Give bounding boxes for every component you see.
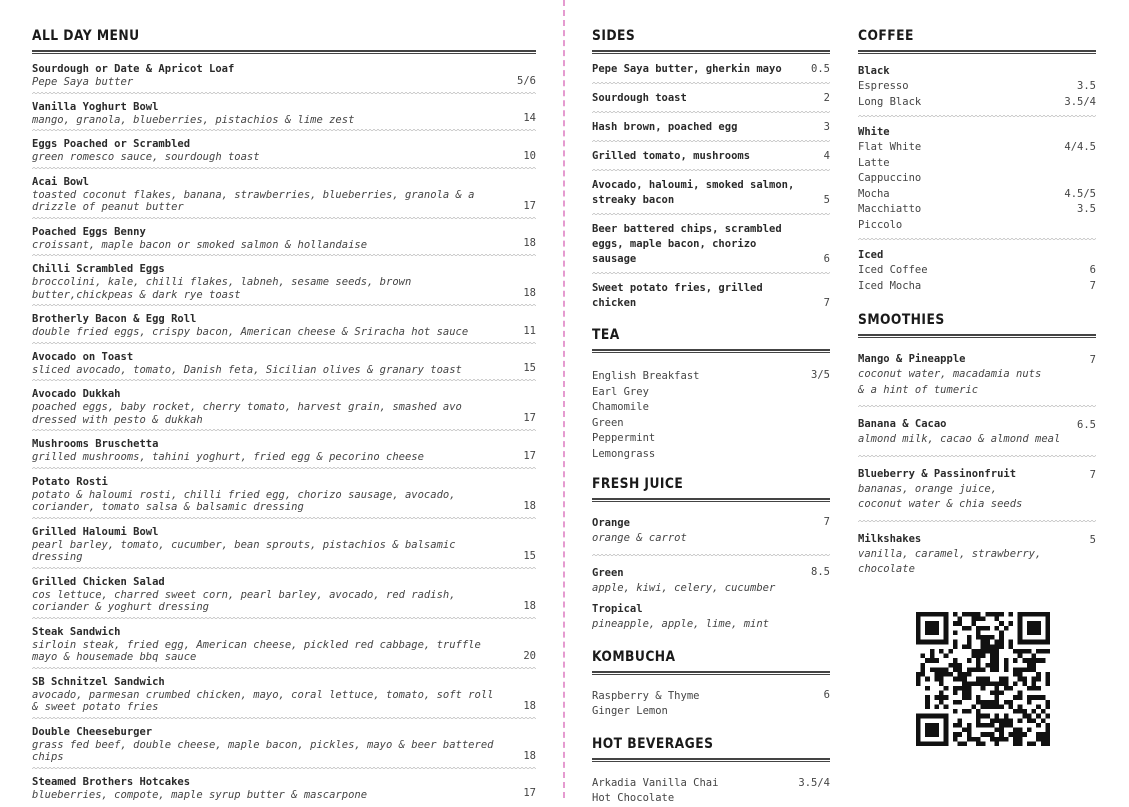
- smoothie-title: Blueberry & Passinonfruit: [858, 467, 1017, 480]
- smoothie-description: almond milk, cacao & almond meal: [858, 433, 1061, 445]
- hot-beverage-name: Arkadia Vanilla Chai: [592, 776, 719, 789]
- tea-heading: TEA: [592, 327, 620, 343]
- hot-beverages-heading: HOT BEVERAGES: [592, 735, 714, 752]
- menu-item-description: sirloin steak, fried egg, American cheese, pickled red cabbage, truffle mayo & housemade bbq sauce: [32, 638, 481, 663]
- menu-item-price: 10: [523, 149, 536, 162]
- menu-item-description: avocado, parmesan crumbed chicken, mayo, coral lettuce, tomato, soft roll & sweet potato fries: [32, 688, 494, 713]
- menu-item-title: Acai Bowl: [32, 175, 89, 188]
- menu-item: [32, 726, 536, 764]
- menu-item-title: Steamed Brothers Hotcakes: [32, 775, 191, 788]
- menu-item-price: 18: [523, 749, 536, 762]
- juice-item: [592, 566, 830, 597]
- menu-item-description: broccolini, kale, chilli flakes, labneh, sesame seeds, brown butter,chickpeas & dark rye toast: [32, 276, 412, 301]
- menu-item-price: 18: [523, 499, 536, 512]
- coffee-name: Latte: [858, 156, 890, 169]
- juice-item: [592, 516, 830, 547]
- side-item-price: 2: [823, 92, 830, 104]
- kombucha-price: 6: [823, 688, 830, 701]
- menu-item-title: Steak Sandwich: [32, 625, 121, 638]
- wavy-divider: [858, 454, 1096, 457]
- menu-item-description: toasted coconut flakes, banana, strawberries, blueberries, granola & a drizzle of peanut butter: [32, 188, 475, 213]
- coffee-item: [858, 279, 1096, 295]
- heading-rule: [592, 671, 830, 675]
- coffee-price: 3.5/4: [1064, 95, 1096, 108]
- wavy-divider: [32, 566, 536, 569]
- coffee-group-title: Black: [858, 65, 890, 77]
- side-item: [592, 91, 830, 106]
- smoothie-item: [858, 467, 1096, 513]
- menu-item: [32, 101, 536, 127]
- kombucha-item: Raspberry & Thyme: [592, 689, 700, 702]
- coffee-item: [858, 202, 1096, 218]
- juice-item-price: 8.5: [811, 565, 830, 578]
- menu-item: [32, 526, 536, 564]
- menu-item: [32, 138, 536, 164]
- side-item-price: 6: [823, 253, 830, 265]
- wavy-divider: [32, 216, 536, 219]
- wavy-divider: [592, 168, 830, 171]
- juice-item-title: Orange: [592, 517, 630, 529]
- menu-item: [32, 313, 536, 339]
- wavy-divider: [32, 428, 536, 431]
- tea-item: Earl Grey: [592, 385, 649, 398]
- menu-item-description: croissant, maple bacon or smoked salmon & hollandaise: [32, 238, 368, 251]
- menu-item-title: Potato Rosti: [32, 475, 108, 488]
- menu-item-price: 11: [523, 324, 536, 337]
- coffee-item: [858, 140, 1096, 156]
- wavy-divider: [592, 212, 830, 215]
- menu-item-price: 18: [523, 699, 536, 712]
- menu-item-title: Poached Eggs Benny: [32, 225, 146, 238]
- side-item: [592, 149, 830, 164]
- menu-item-description: sliced avocado, tomato, Danish feta, Sicilian olives & granary toast: [32, 363, 462, 376]
- coffee-price: 3.5: [1077, 80, 1096, 92]
- menu-item-price: 17: [523, 449, 536, 462]
- coffee-name: Iced Mocha: [858, 279, 922, 292]
- kombucha-item: Ginger Lemon: [592, 705, 668, 717]
- wavy-divider: [32, 466, 536, 469]
- menu-item: [32, 351, 536, 377]
- juice-item-description: pineapple, apple, lime, mint: [592, 618, 770, 630]
- coffee-item: [858, 187, 1096, 203]
- side-item-price: 0.5: [811, 63, 830, 75]
- wavy-divider: [32, 341, 536, 344]
- wavy-divider: [32, 128, 536, 131]
- smoothie-description: vanilla, caramel, strawberry, chocolate: [858, 547, 1042, 575]
- tea-item: English Breakfast: [592, 370, 700, 382]
- menu-item-title: Avocado Dukkah: [32, 388, 121, 400]
- smoothie-item: [858, 352, 1096, 398]
- menu-item-price: 18: [523, 237, 536, 249]
- page-divider: [563, 0, 565, 798]
- smoothie-price: 7: [1089, 354, 1096, 366]
- side-item-title: Sweet potato fries, grilled chicken: [592, 282, 763, 309]
- juice-item: [592, 602, 830, 633]
- menu-item-description: Pepe Saya butter: [32, 76, 134, 88]
- coffee-name: Macchiatto: [858, 203, 922, 215]
- all-day-heading: ALL DAY MENU: [32, 28, 140, 44]
- side-item-title: Pepe Saya butter, gherkin mayo: [592, 63, 782, 75]
- tea-price: 3/5: [811, 369, 830, 381]
- menu-item-price: 18: [523, 287, 536, 299]
- side-item: [592, 222, 830, 267]
- menu-item-price: 17: [523, 787, 536, 799]
- wavy-divider: [592, 81, 830, 84]
- wavy-divider: [32, 166, 536, 169]
- juice-item-title: Tropical: [592, 603, 643, 615]
- coffee-item: [858, 156, 1096, 172]
- smoothie-description: coconut water, macadamia nuts & a hint of tumeric: [858, 368, 1042, 396]
- menu-item-description: cos lettuce, charred sweet corn, pearl barley, avocado, red radish, coriander & yoghurt dressing: [32, 588, 456, 613]
- menu-item-title: Grilled Haloumi Bowl: [32, 525, 159, 538]
- coffee-price: 4.5/5: [1064, 187, 1096, 200]
- menu-item-title: SB Schnitzel Sandwich: [32, 675, 165, 688]
- side-item-title: Avocado, haloumi, smoked salmon, streaky bacon: [592, 179, 795, 206]
- menu-item: [32, 226, 536, 252]
- right-column: [858, 28, 1096, 578]
- menu-item-description: green romesco sauce, sourdough toast: [32, 151, 260, 163]
- side-item-price: 5: [823, 194, 830, 206]
- heading-rule: [592, 50, 830, 54]
- menu-item-title: Eggs Poached or Scrambled: [32, 138, 191, 150]
- smoothie-title: Milkshakes: [858, 532, 922, 545]
- wavy-divider: [858, 237, 1096, 240]
- menu-item-price: 15: [523, 362, 536, 374]
- menu-item-price: 5/6: [517, 74, 536, 87]
- menu-item: [32, 576, 536, 614]
- wavy-divider: [32, 91, 536, 94]
- tea-item: Green: [592, 416, 624, 429]
- smoothies-heading: SMOOTHIES: [858, 312, 945, 328]
- coffee-item: [858, 263, 1096, 279]
- wavy-divider: [858, 404, 1096, 407]
- menu-item-title: Brotherly Bacon & Egg Roll: [32, 313, 197, 325]
- smoothie-price: 5: [1089, 533, 1096, 546]
- heading-rule: [858, 334, 1096, 338]
- menu-item: [32, 176, 536, 214]
- heading-rule: [858, 50, 1096, 54]
- side-item-title: Sourdough toast: [592, 92, 687, 104]
- smoothie-title: Mango & Pineapple: [858, 353, 966, 365]
- side-item-price: 3: [823, 121, 830, 133]
- menu-item-description: double fried eggs, crispy bacon, American cheese & Sriracha hot sauce: [32, 326, 469, 338]
- menu-item-title: Sourdough or Date & Apricot Loaf: [32, 63, 235, 75]
- tea-item: Lemongrass: [592, 447, 656, 460]
- side-item: [592, 281, 830, 311]
- side-item-title: Grilled tomato, mushrooms: [592, 150, 751, 162]
- coffee-name: Cappuccino: [858, 172, 922, 184]
- menu-item-description: pearl barley, tomato, cucumber, bean sprouts, pistachios & balsamic dressing: [32, 538, 456, 563]
- coffee-item: [858, 218, 1096, 234]
- tea-item: Chamomile: [592, 401, 649, 413]
- coffee-item: [858, 171, 1096, 187]
- menu-item: [32, 63, 536, 89]
- smoothie-title: Banana & Cacao: [858, 418, 947, 430]
- juice-item-description: apple, kiwi, celery, cucumber: [592, 581, 776, 594]
- smoothie-price: 7: [1089, 468, 1096, 481]
- coffee-name: Mocha: [858, 187, 890, 200]
- wavy-divider: [32, 253, 536, 256]
- hot-beverage-price: 3.5/4: [798, 776, 830, 789]
- menu-item: [32, 263, 536, 301]
- menu-item-title: Vanilla Yoghurt Bowl: [32, 100, 159, 113]
- menu-item-description: mango, granola, blueberries, pistachios & lime zest: [32, 113, 355, 126]
- side-item-price: 4: [823, 150, 830, 162]
- menu-item-price: 17: [523, 412, 536, 424]
- menu-item: [32, 626, 536, 664]
- juice-item-description: orange & carrot: [592, 532, 687, 544]
- side-item-title: Hash brown, poached egg: [592, 121, 738, 133]
- heading-rule: [592, 498, 830, 502]
- wavy-divider: [592, 553, 830, 556]
- coffee-name: Piccolo: [858, 218, 903, 231]
- menu-item-price: 17: [523, 199, 536, 212]
- wavy-divider: [32, 378, 536, 381]
- coffee-price: 4/4.5: [1064, 141, 1096, 153]
- heading-rule: [592, 758, 830, 762]
- heading-rule: [592, 349, 830, 353]
- menu-item: [32, 388, 536, 426]
- all-day-menu-column: [32, 28, 536, 801]
- wavy-divider: [32, 516, 536, 519]
- smoothie-item: [858, 417, 1096, 448]
- coffee-name: Iced Coffee: [858, 264, 928, 276]
- wavy-divider: [858, 114, 1096, 117]
- wavy-divider: [592, 110, 830, 113]
- smoothie-price: 6.5: [1077, 419, 1096, 431]
- menu-item-price: 20: [523, 649, 536, 662]
- hot-beverage-item: [592, 791, 830, 807]
- hot-beverage-name: Hot Chocolate: [592, 792, 675, 804]
- heading-rule: [32, 50, 536, 54]
- hot-beverage-item: [592, 776, 830, 792]
- wavy-divider: [32, 716, 536, 719]
- side-item-title: Beer battered chips, scrambled eggs, maple bacon, chorizo sausage: [592, 223, 782, 265]
- coffee-name: Flat White: [858, 141, 922, 153]
- coffee-name: Espresso: [858, 80, 909, 92]
- wavy-divider: [592, 139, 830, 142]
- menu-item: [32, 476, 536, 514]
- smoothie-description: bananas, orange juice, coconut water & chia seeds: [858, 482, 1023, 510]
- coffee-item: [858, 79, 1096, 95]
- coffee-price: 6: [1089, 264, 1096, 276]
- wavy-divider: [32, 666, 536, 669]
- juice-item-price: 7: [823, 516, 830, 528]
- menu-item-description: blueberries, compote, maple syrup butter & mascarpone: [32, 788, 368, 801]
- menu-item-title: Chilli Scrambled Eggs: [32, 263, 165, 275]
- menu-item-title: Grilled Chicken Salad: [32, 575, 165, 588]
- wavy-divider: [32, 303, 536, 306]
- sides-heading: SIDES: [592, 28, 636, 44]
- coffee-price: 7: [1089, 279, 1096, 292]
- menu-item-title: Avocado on Toast: [32, 350, 134, 363]
- smoothie-item: [858, 532, 1096, 578]
- menu-item-price: 18: [523, 599, 536, 612]
- qr-code-icon[interactable]: [916, 612, 1050, 746]
- menu-item: [32, 776, 536, 802]
- wavy-divider: [32, 766, 536, 769]
- menu-item: [32, 438, 536, 464]
- wavy-divider: [592, 271, 830, 274]
- coffee-group-title: Iced: [858, 249, 884, 261]
- menu-item-title: Mushrooms Bruschetta: [32, 438, 159, 450]
- menu-item-price: 15: [523, 549, 536, 562]
- juice-heading: FRESH JUICE: [592, 476, 684, 492]
- menu-item-description: potato & haloumi rosti, chilli fried egg, chorizo sausage, avocado, coriander, tomato salsa & balsamic dressing: [32, 488, 456, 513]
- coffee-group-title: White: [858, 126, 890, 138]
- side-item-price: 7: [823, 297, 830, 309]
- wavy-divider: [858, 519, 1096, 522]
- kombucha-heading: KOMBUCHA: [592, 648, 676, 665]
- tea-item: Peppermint: [592, 432, 656, 444]
- middle-column: [592, 28, 830, 807]
- wavy-divider: [32, 616, 536, 619]
- menu-item-title: Double Cheeseburger: [32, 725, 153, 738]
- menu-item: [32, 676, 536, 714]
- menu-item-description: grass fed beef, double cheese, maple bacon, pickles, mayo & beer battered chips: [32, 738, 494, 763]
- menu-item-description: grilled mushrooms, tahini yoghurt, fried egg & pecorino cheese: [32, 451, 424, 463]
- side-item: [592, 62, 830, 77]
- coffee-item: [858, 95, 1096, 111]
- side-item: [592, 120, 830, 135]
- coffee-name: Long Black: [858, 95, 922, 108]
- side-item: [592, 178, 830, 208]
- menu-item-price: 14: [523, 112, 536, 124]
- menu-item-description: poached eggs, baby rocket, cherry tomato, harvest grain, smashed avo dressed with pesto & dukkah: [32, 401, 462, 426]
- juice-item-title: Green: [592, 566, 624, 579]
- coffee-heading: COFFEE: [858, 28, 914, 44]
- coffee-price: 3.5: [1077, 203, 1096, 215]
